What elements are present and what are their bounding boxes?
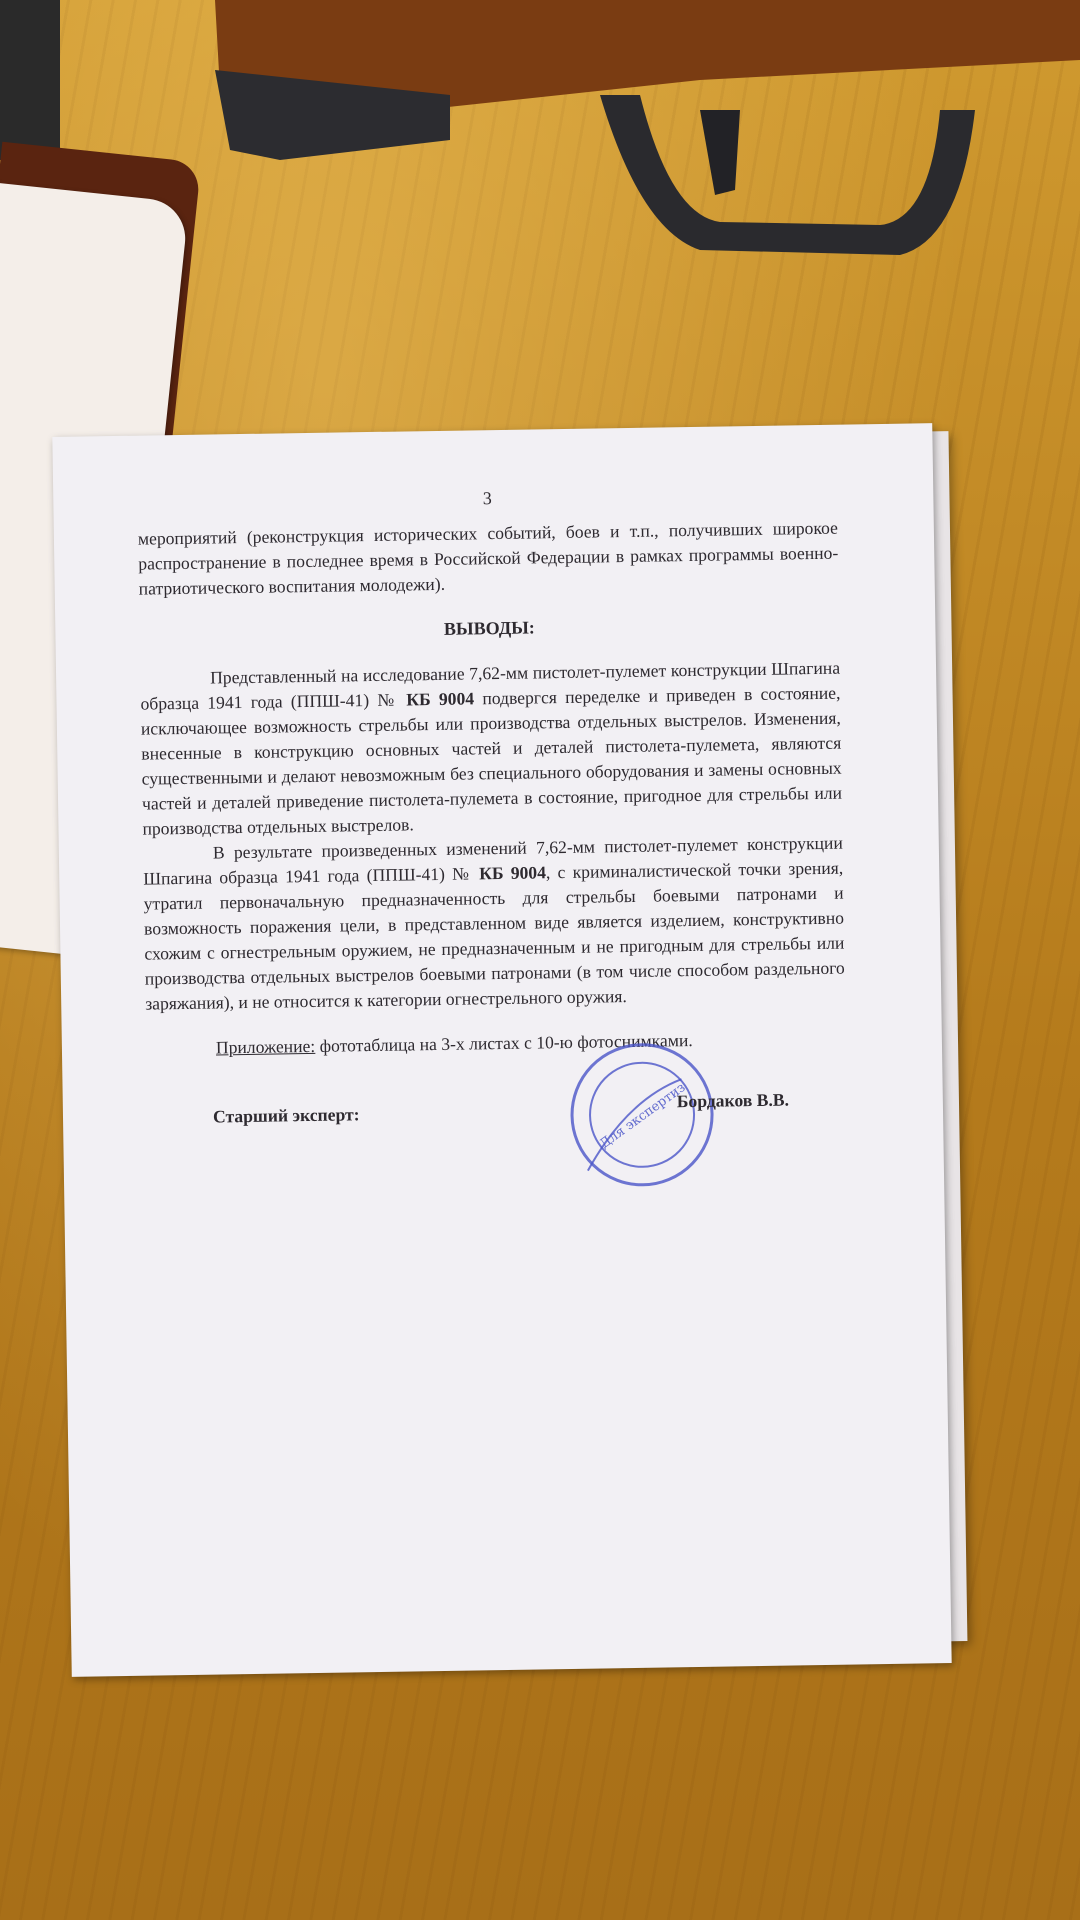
- signature-name: Бордаков В.В.: [676, 1089, 790, 1112]
- appendix-text: фототаблица на 3-х листах с 10-ю фотоснимками.: [315, 1030, 693, 1056]
- page-number: 3: [482, 488, 492, 509]
- serial-number: КБ 9004: [406, 688, 475, 710]
- appendix-line: [216, 1028, 846, 1059]
- trigger-guard: [600, 95, 975, 255]
- signature-title: Старший эксперт:: [212, 1104, 360, 1127]
- trigger: [700, 110, 740, 195]
- gun-end-block: [0, 0, 60, 160]
- conclusion-paragraph-1: [140, 656, 843, 842]
- document-page: [52, 423, 951, 1677]
- conclusion-1-start: Представленный на исследование 7,62-мм пистолет-пулемет конструкции Шпагина образца 1941 года (ППШ-41) №: [140, 657, 841, 714]
- signature-block: [147, 1080, 848, 1168]
- conclusion-2-start: В результате произведенных изменений 7,62-мм пистолет-пулемет конструкции Шпагина образца 1941 года (ППШ-41) №: [143, 832, 843, 889]
- conclusion-2-end: , с криминалистической точки зрения, утратил первоначальную предназначенность для стрельбы боевыми патронами и возможность поражения цели, в представленном виде является изделием, конструктивно схожим с огнестрельным оружием, не предназначенным и не пригодным для стрельбы или производства отдельных выстрелов боевыми патронами (в том числе способом раздельного заряжания), и не относится к категории огнестрельного оружия.: [143, 857, 845, 1014]
- conclusion-paragraph-2: [143, 831, 846, 1017]
- official-stamp: [566, 1039, 718, 1191]
- stamp-text: Для экспертиз: [597, 1080, 689, 1152]
- serial-number: КБ 9004: [478, 862, 547, 884]
- conclusion-1-end: подвергся переделке и приведен в состояние, исключающее возможность стрельбы или производства отдельных выстрелов. Изменения, внесенные в конструкцию основных частей и деталей пистолета-пулемета, являются существенными и делают невозможным без специального оборудования и замены основных частей и деталей приведение пистолета-пулемета в состояние, пригодное для стрельбы или производства отдельных выстрелов.: [140, 682, 843, 839]
- conclusions-heading: ВЫВОДЫ:: [443, 617, 535, 639]
- document-content: [137, 483, 848, 1168]
- intro-paragraph: мероприятий (реконструкция исторических событий, боев и т.п., получивших широкое распространение в последнее время в Российской Федерации в рамках программы военно-патриотического воспитания молодежи).: [137, 517, 839, 599]
- appendix-label: Приложение:: [215, 1035, 316, 1058]
